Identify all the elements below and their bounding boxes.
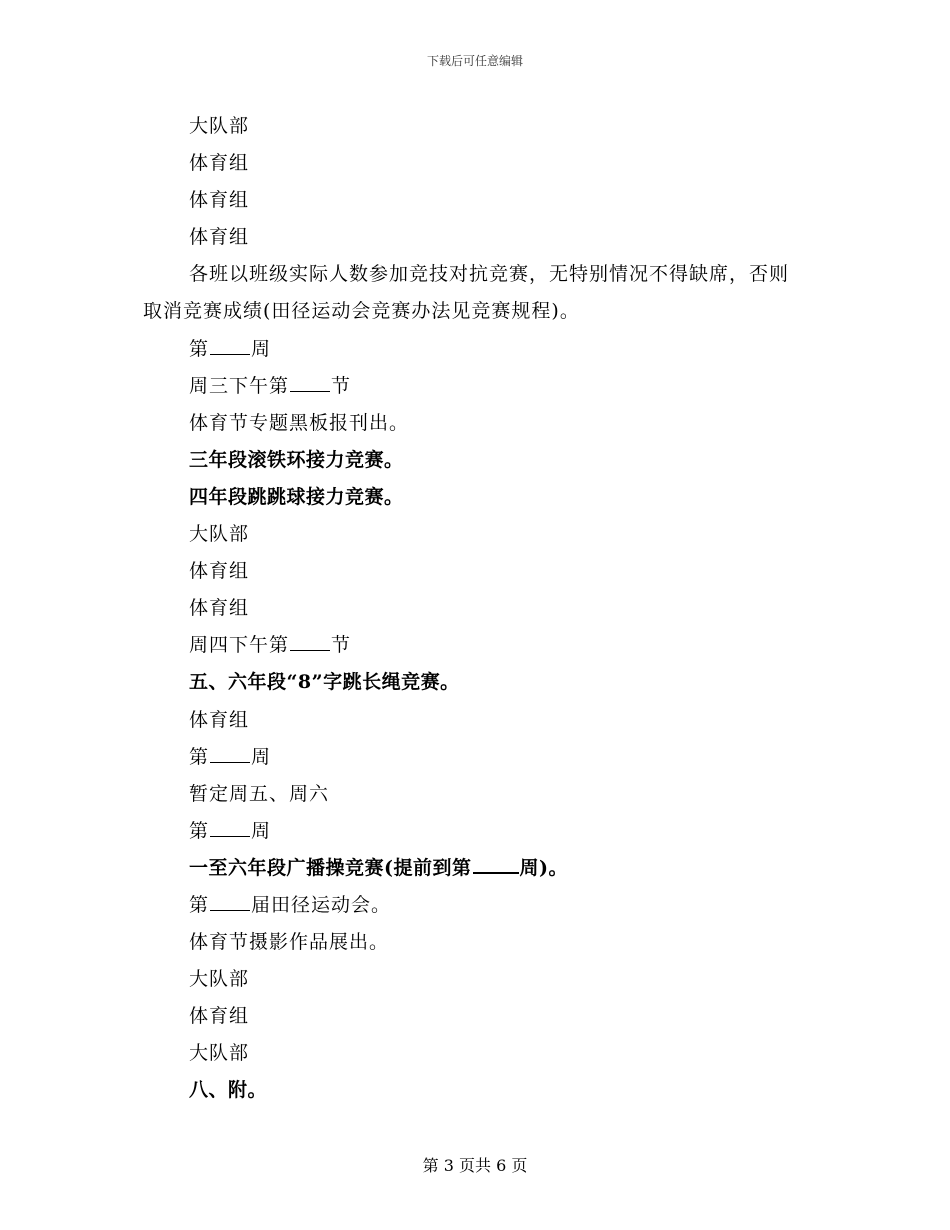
text-line: 大队部 bbox=[189, 115, 250, 137]
line-text-after: 节 bbox=[331, 634, 352, 657]
text-line-with-blank bbox=[143, 739, 808, 776]
page-footer: 第 3 页共 6 页 bbox=[422, 1156, 528, 1175]
text-line: 体育组 bbox=[189, 226, 250, 249]
fill-in-blank bbox=[210, 835, 250, 837]
text-line: 体育节摄影作品展出。 bbox=[189, 931, 390, 954]
line-text-before: 第 bbox=[189, 745, 210, 768]
line-text-after: 周 bbox=[251, 337, 272, 360]
text-line: 体育组 bbox=[189, 708, 250, 731]
line-text-after: 节 bbox=[331, 374, 352, 397]
line-text-before: 第 bbox=[189, 337, 210, 360]
text-line-with-blank bbox=[143, 368, 808, 405]
paragraph: 各班以班级实际人数参加竞技对抗竞赛，无特别情况不得缺席，否则取消竞赛成绩(田径运动会竞赛办法见竞赛规程)。 bbox=[143, 263, 790, 323]
text-line: 大队部 bbox=[189, 1042, 250, 1065]
text-line-with-blank bbox=[143, 627, 808, 664]
document-body bbox=[143, 108, 808, 1110]
text-line: 体育组 bbox=[189, 1005, 250, 1028]
text-line-with-blank bbox=[143, 887, 808, 924]
line-text-before: 第 bbox=[189, 893, 210, 916]
fill-in-blank bbox=[210, 761, 250, 763]
text-line: 大队部 bbox=[189, 523, 250, 546]
fill-in-blank bbox=[290, 390, 330, 392]
text-line: 体育组 bbox=[189, 152, 250, 175]
text-line-with-blank bbox=[143, 331, 808, 368]
line-text-after: 周 bbox=[251, 819, 272, 842]
fill-in-blank bbox=[210, 909, 250, 911]
text-line: 体育组 bbox=[189, 597, 250, 620]
line-text-before: 第 bbox=[189, 819, 210, 842]
text-line-with-blank bbox=[143, 813, 808, 850]
heading-line: 四年段跳跳球接力竞赛。 bbox=[189, 485, 404, 508]
line-text-before: 周三下午第 bbox=[189, 374, 290, 397]
line-text-after: 届田径运动会。 bbox=[251, 893, 392, 916]
heading-line-with-blank bbox=[143, 850, 808, 887]
fill-in-blank bbox=[290, 649, 330, 651]
text-line: 大队部 bbox=[189, 968, 250, 991]
text-line: 体育组 bbox=[189, 560, 250, 583]
fill-in-blank bbox=[473, 871, 519, 874]
page-header: 下载后可任意编辑 bbox=[426, 54, 523, 68]
text-line: 体育组 bbox=[189, 189, 250, 212]
heading-line: 八、附。 bbox=[189, 1079, 268, 1102]
line-text-after: 周 bbox=[251, 745, 272, 768]
line-text-after: 周)。 bbox=[519, 856, 568, 879]
heading-line: 三年段滚铁环接力竞赛。 bbox=[189, 448, 404, 471]
line-text-before: 一至六年段广播操竞赛(提前到第 bbox=[189, 856, 472, 879]
line-text-before: 周四下午第 bbox=[189, 634, 290, 657]
heading-line: 五、六年段“8”字跳长绳竞赛。 bbox=[189, 671, 460, 694]
text-line: 体育节专题黑板报刊出。 bbox=[189, 411, 410, 434]
fill-in-blank bbox=[210, 353, 250, 355]
text-line: 暂定周五、周六 bbox=[189, 782, 330, 805]
